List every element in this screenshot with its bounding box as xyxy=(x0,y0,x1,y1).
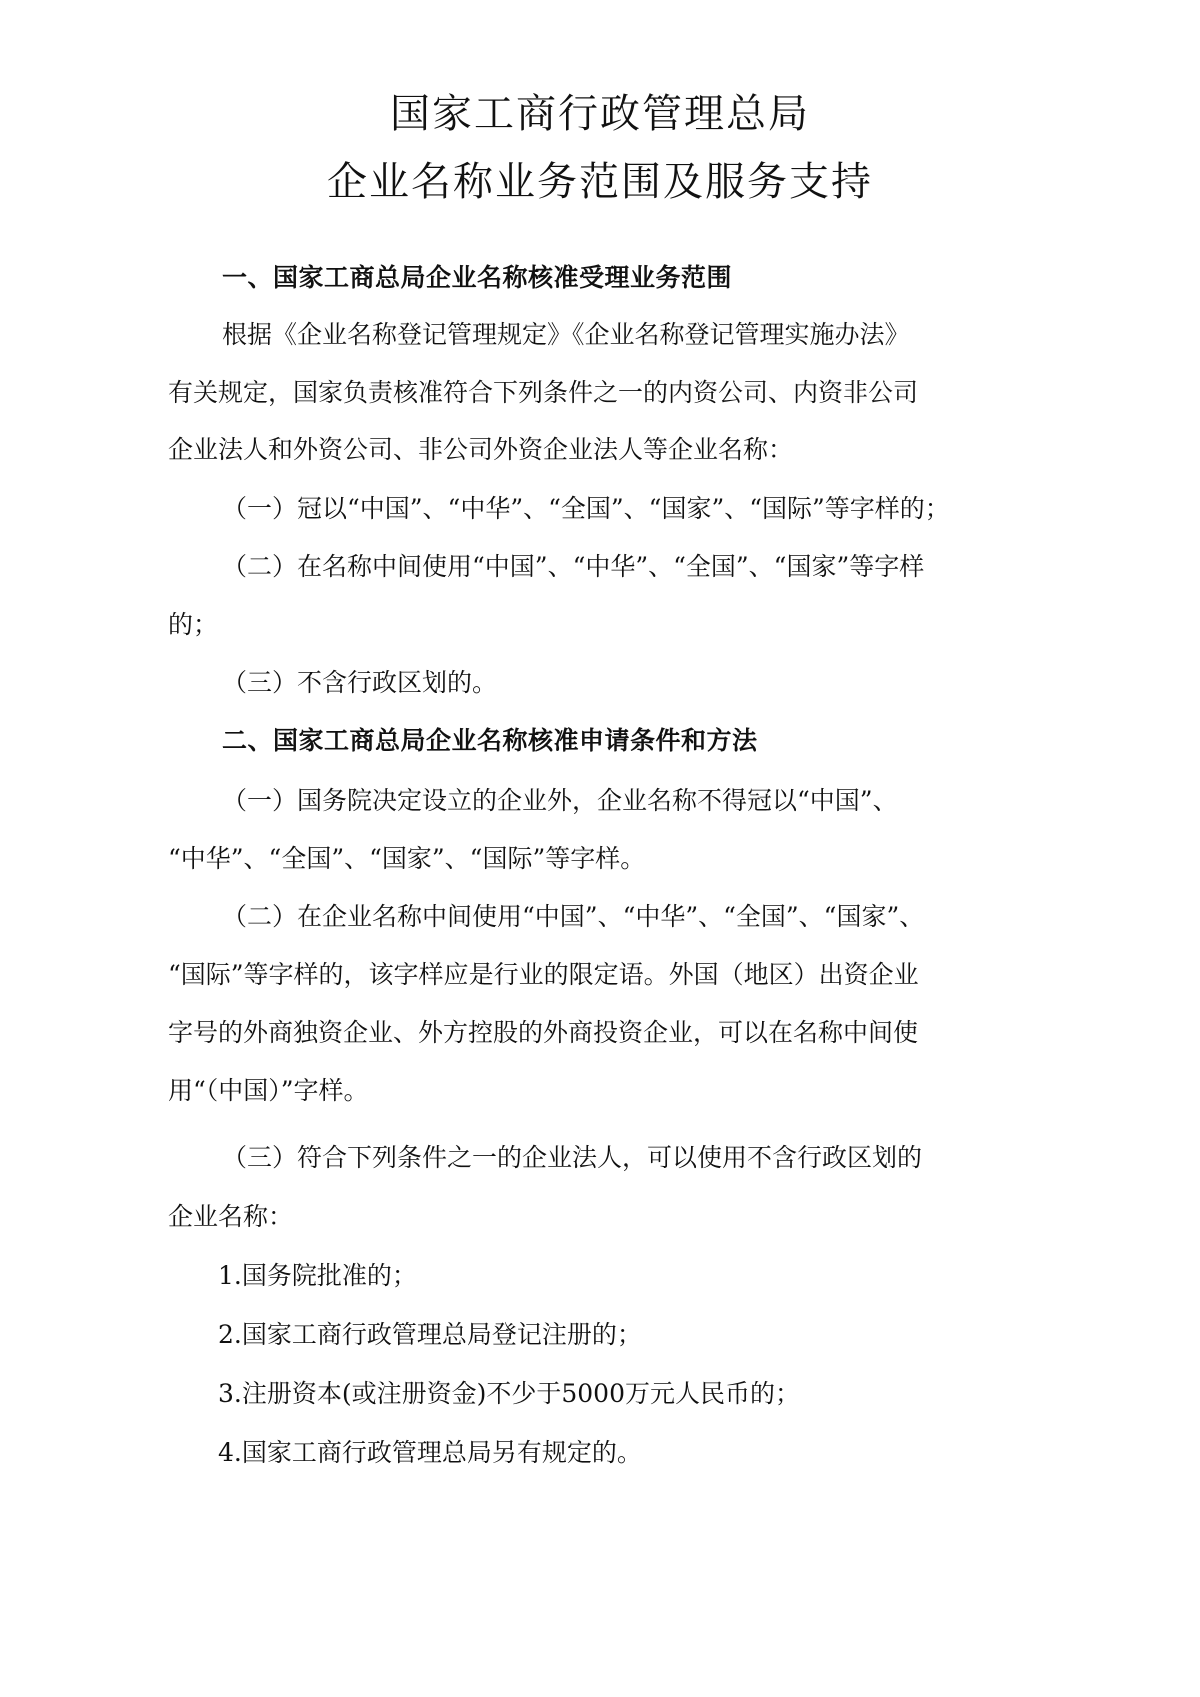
section-1-intro-line: 根据《企业名称登记管理规定》《企业名称登记管理实施办法》 xyxy=(222,320,910,349)
section-2-para-3-line: 企业名称： xyxy=(168,1202,294,1231)
section-1-intro-line: 有关规定，国家负责核准符合下列条件之一的内资公司、内资非公司 xyxy=(168,378,919,407)
section-2-list-item: 3.注册资本(或注册资金)不少于5000万元人民币的； xyxy=(218,1379,800,1408)
section-2-para-2-line: （二）在企业名称中间使用“中国”、“中华”、“全国”、“国家”、 xyxy=(222,902,925,931)
section-2-heading: 二、国家工商总局企业名称核准申请条件和方法 xyxy=(222,726,758,755)
document-title-line-1: 国家工商行政管理总局 xyxy=(390,91,810,137)
section-2-para-3-line: （三）符合下列条件之一的企业法人，可以使用不含行政区划的 xyxy=(222,1143,923,1172)
section-2-para-2-line: “国际”等字样的，该字样应是行业的限定语。外国（地区）出资企业 xyxy=(168,960,919,989)
section-2-para-1-line: （一）国务院决定设立的企业外，企业名称不得冠以“中国”、 xyxy=(222,786,898,815)
section-2-para-1-line: “中华”、“全国”、“国家”、“国际”等字样。 xyxy=(168,844,646,873)
section-2-list-item: 1.国务院批准的； xyxy=(218,1261,417,1290)
section-2-list-item: 2.国家工商行政管理总局登记注册的； xyxy=(218,1320,642,1349)
section-1-intro-line: 企业法人和外资公司、非公司外资企业法人等企业名称： xyxy=(168,435,794,464)
section-1-item-1: （一）冠以“中国”、“中华”、“全国”、“国家”、“国际”等字样的； xyxy=(222,494,950,523)
document-title-line-2: 企业名称业务范围及服务支持 xyxy=(327,159,873,205)
section-1-item-2-line: （二）在名称中间使用“中国”、“中华”、“全国”、“国家”等字样 xyxy=(222,552,925,581)
section-2-para-2-line: 用“（中国）”字样。 xyxy=(168,1076,369,1105)
section-1-heading: 一、国家工商总局企业名称核准受理业务范围 xyxy=(222,263,733,292)
section-1-item-2-line: 的； xyxy=(168,610,219,639)
section-1-item-3: （三）不含行政区划的。 xyxy=(222,668,498,697)
section-2-para-2-line: 字号的外商独资企业、外方控股的外商投资企业，可以在名称中间使 xyxy=(168,1018,919,1047)
section-2-list-item: 4.国家工商行政管理总局另有规定的。 xyxy=(218,1438,642,1467)
